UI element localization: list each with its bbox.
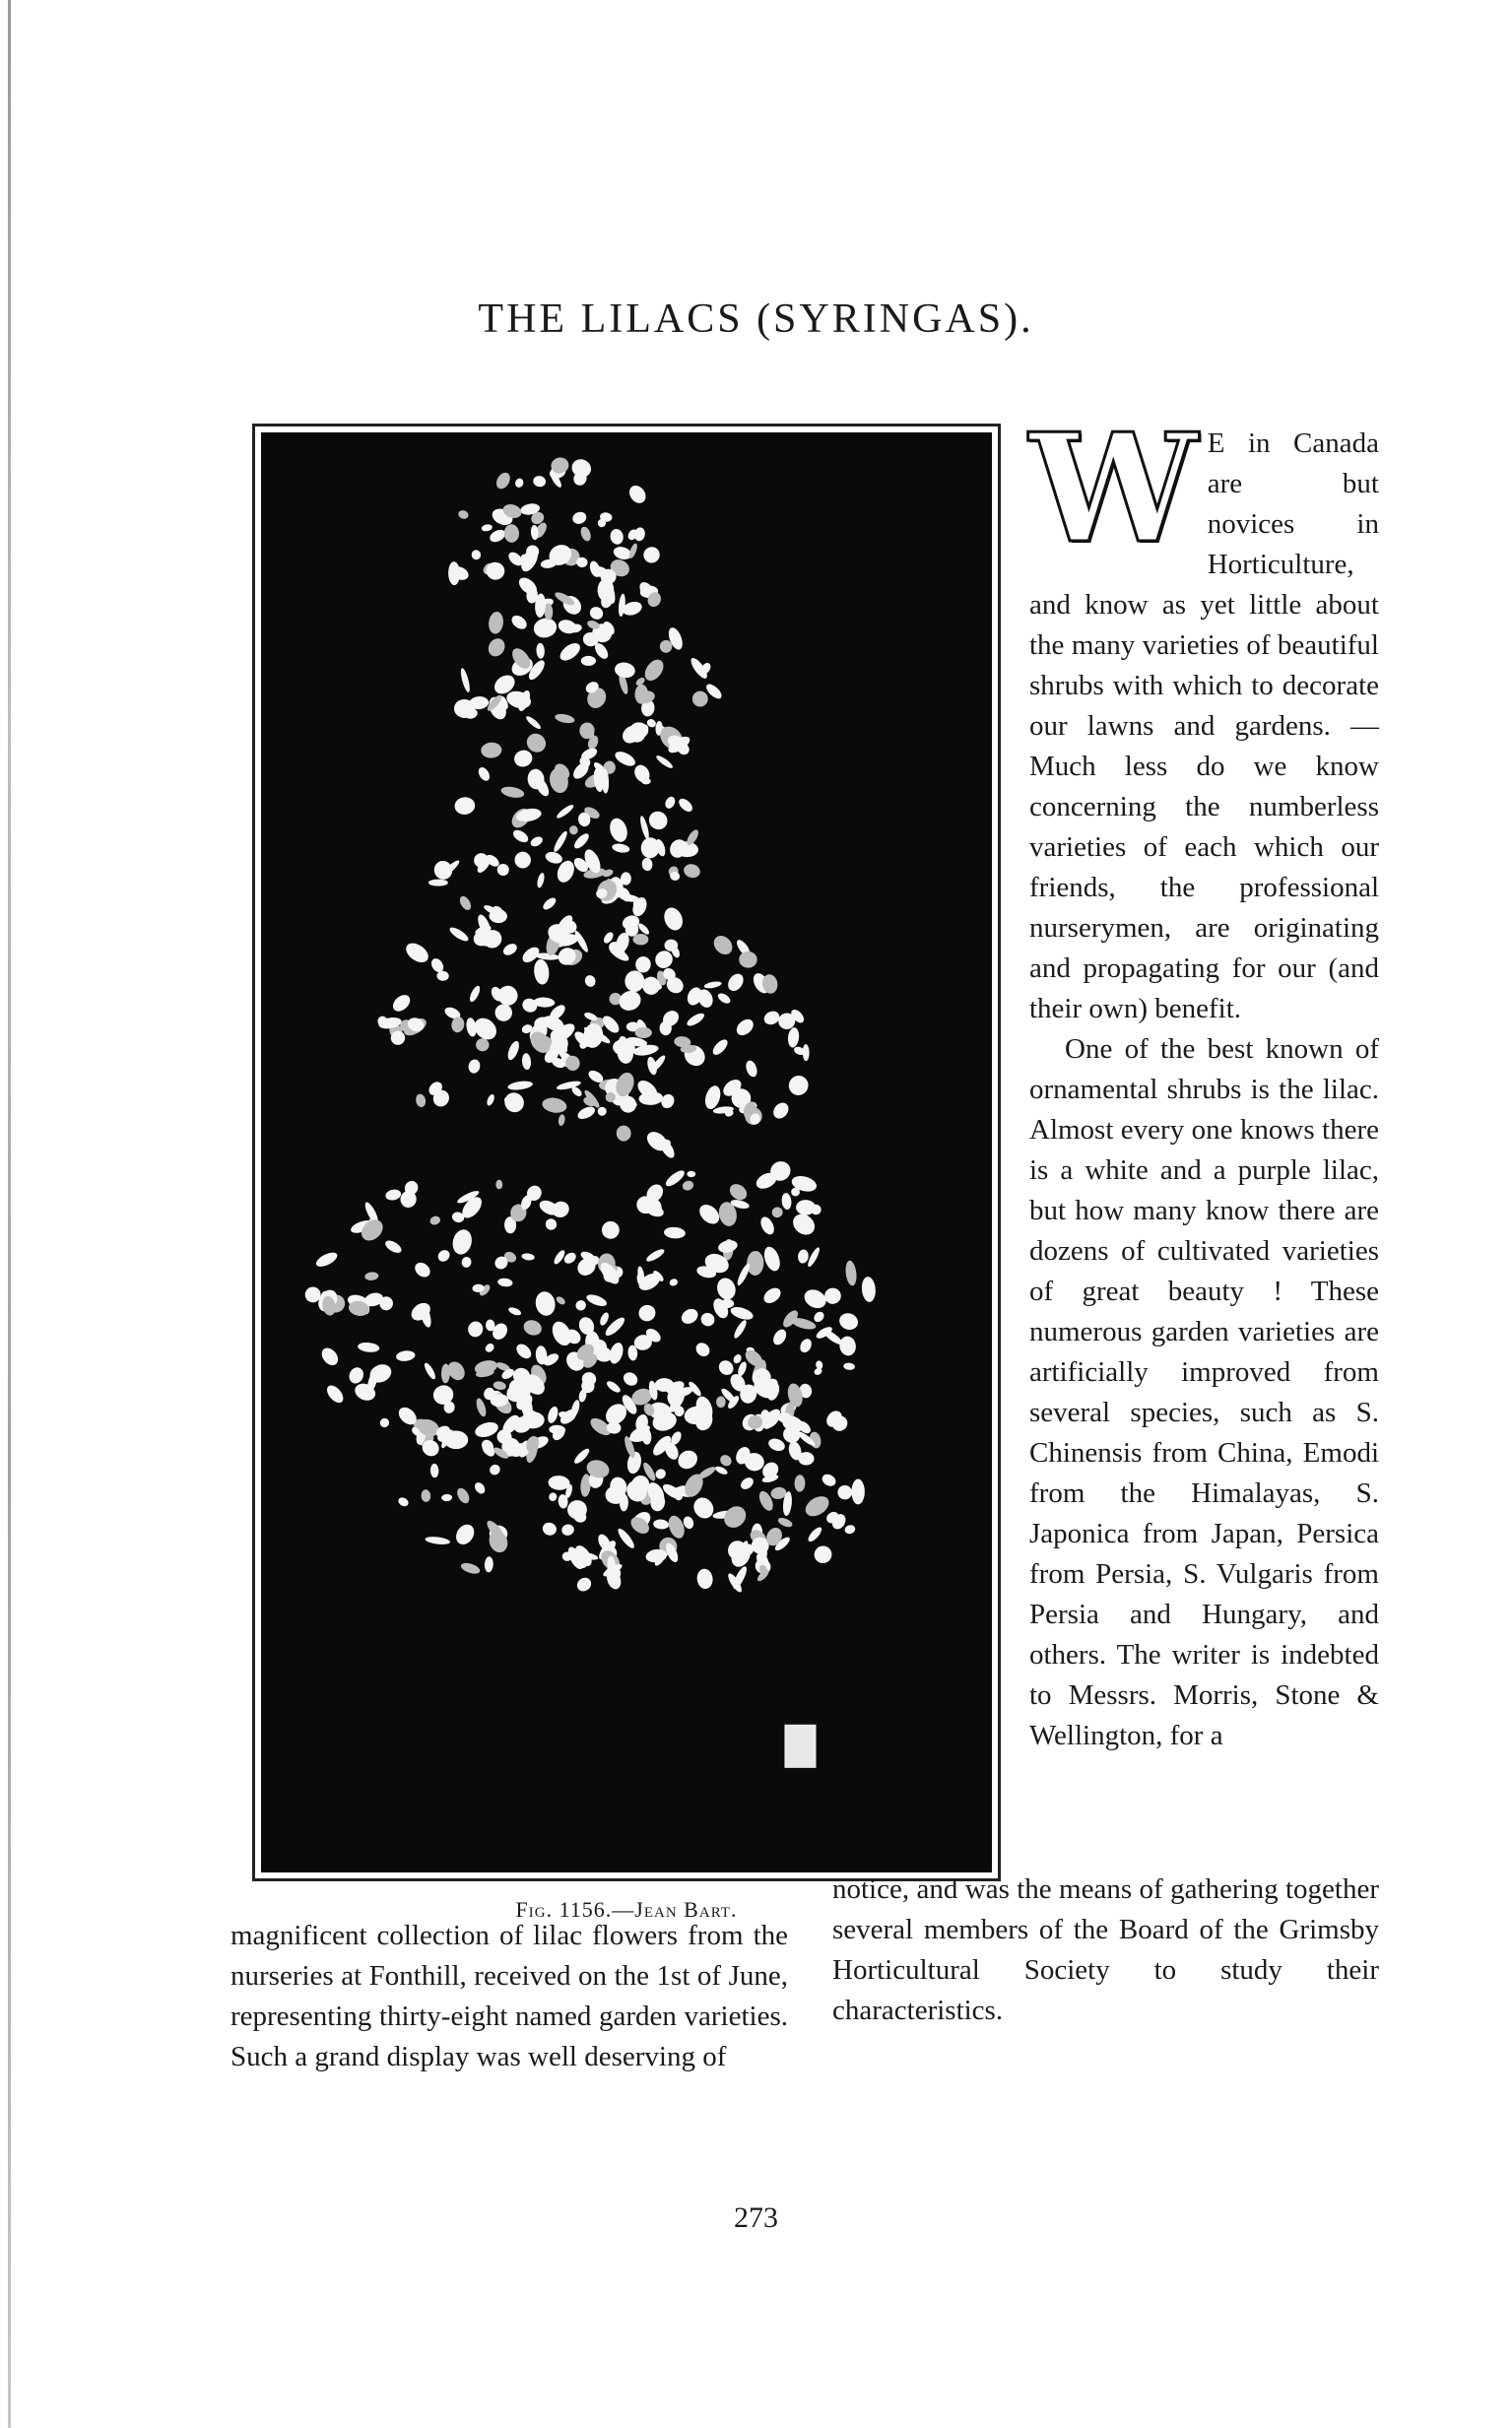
drop-cap: W: [1029, 400, 1198, 576]
caption-number: 1156.—: [559, 1897, 635, 1922]
caption-prefix: Fig.: [515, 1897, 554, 1922]
caption-name: Jean Bart.: [634, 1897, 738, 1922]
lilac-figure: [252, 424, 1001, 1881]
lilac-flower-cluster-photo: [261, 432, 992, 1872]
right-column: [1029, 400, 1379, 1756]
page-number: 273: [734, 2201, 778, 2234]
paragraph-1-text: E in Canada are but novices in Horticulture, and know as yet little about the many varieties of beautiful shrubs with which to decorate our lawns and gardens. — Much less do we know concerning the numberless varieties of each which our friends, the professional nurserymen, are originating and propagating for our (and their own) benefit.: [1029, 427, 1379, 1024]
right-column-continuation: [832, 1870, 1379, 2031]
paragraph-1: [1029, 400, 1379, 1029]
left-column: [230, 1916, 788, 2077]
page-title: THE LILACS (SYRINGAS).: [478, 296, 1034, 342]
page-edge-shadow: [8, 0, 11, 2428]
paragraph-2: One of the best known of ornamental shrubs is the lilac. Almost every one knows there is a white and a purple lilac, but how many know there are dozens of cultivated varieties of great beauty ! These numerous garden varieties are artificially improved from several species, such as S. Chinensis from China, Emodi from the Himalayas, S. Japonica from Japan, Persica from Persia, S. Vulgaris from Persia and Hungary, and others. The writer is indebted to Messrs. Morris, Stone & Wellington, for a: [1029, 1033, 1379, 1751]
lilac-flower-icon: [261, 432, 992, 1872]
left-column-text: magnificent collection of lilac flowers from the nurseries at Fonthill, received on the 1st of June, representing thirty-eight named garden varieties. Such a grand display was well deserving of: [230, 1920, 788, 2072]
continuation-text: notice, and was the means of gathering together several members of the Board of the Grimsby Horticultural Society to study their characteristics.: [832, 1873, 1379, 2026]
